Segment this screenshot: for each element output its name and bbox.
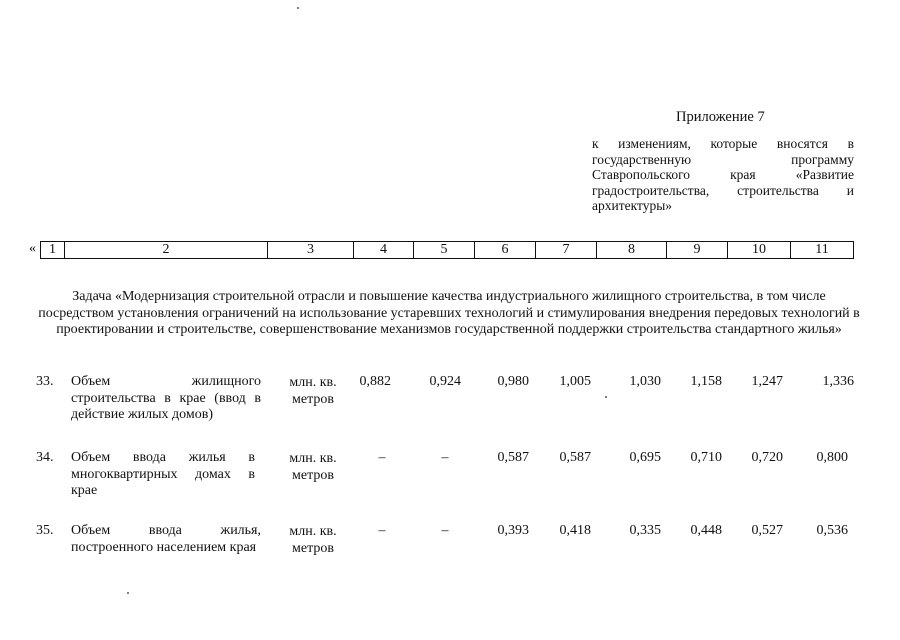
value-cell: 0,587 <box>559 450 591 465</box>
column-number: 2 <box>65 242 268 259</box>
column-number: 6 <box>475 242 536 259</box>
value-cell: 0,587 <box>497 450 529 465</box>
task-heading: Задача «Модернизация строительной отрасли и повышение качества индустриального жилищного строительства, в том числе посредством установления ограничений на использование устаревших технологий и стимулирования внедрения передовых технологий в проектировании и строительстве, совершенствование механизмов государственной поддержки строительства стандартного жилья» <box>38 289 860 337</box>
column-number: 5 <box>414 242 475 259</box>
value-cell: 1,158 <box>690 374 722 389</box>
value-cell: 1,336 <box>822 374 854 389</box>
value-cell: 0,882 <box>359 374 391 389</box>
unit-label: млн. кв. метров <box>289 375 337 407</box>
indicator-name: Объем ввода жилья, построенного населением края <box>71 523 261 555</box>
column-number-header <box>40 241 854 259</box>
value-cell: 1,005 <box>559 374 591 389</box>
row-number: 33. <box>36 374 54 389</box>
scan-speck <box>297 7 299 9</box>
value-cell: 1,247 <box>751 374 783 389</box>
value-cell: 0,980 <box>497 374 529 389</box>
unit-label: млн. кв. метров <box>289 451 337 483</box>
value-cell: 0,393 <box>497 523 529 538</box>
value-cell: – <box>441 450 449 465</box>
column-number: 1 <box>41 242 65 259</box>
value-cell: 0,536 <box>816 523 848 538</box>
unit-label: млн. кв. метров <box>289 524 337 556</box>
opening-quote: « <box>29 241 36 256</box>
value-cell: – <box>378 523 386 538</box>
value-cell: 0,448 <box>690 523 722 538</box>
column-number: 11 <box>791 242 854 259</box>
scan-speck <box>605 396 607 398</box>
value-cell: 0,527 <box>751 523 783 538</box>
indicator-name: Объем жилищного строительства в крае (ввод в действие жилых домов) <box>71 374 261 422</box>
value-cell: 0,710 <box>690 450 722 465</box>
row-number: 35. <box>36 523 54 538</box>
value-cell: 0,695 <box>629 450 661 465</box>
column-number: 10 <box>728 242 791 259</box>
column-number: 3 <box>268 242 354 259</box>
appendix-title: Приложение 7 <box>676 109 765 125</box>
column-number: 8 <box>597 242 667 259</box>
indicator-name: Объем ввода жилья в многоквартирных домах в крае <box>71 450 255 498</box>
column-number: 4 <box>354 242 414 259</box>
appendix-note: к изменениям, которые вносятся в государственную программу Ставропольского края «Развитие градостроительства, строительства и архитектуры» <box>592 136 854 213</box>
value-cell: 0,800 <box>816 450 848 465</box>
scan-speck <box>127 592 129 594</box>
column-number: 9 <box>667 242 728 259</box>
value-cell: – <box>441 523 449 538</box>
row-number: 34. <box>36 450 54 465</box>
value-cell: 0,924 <box>429 374 461 389</box>
value-cell: – <box>378 450 386 465</box>
value-cell: 0,418 <box>559 523 591 538</box>
value-cell: 0,335 <box>629 523 661 538</box>
value-cell: 1,030 <box>629 374 661 389</box>
column-number: 7 <box>536 242 597 259</box>
value-cell: 0,720 <box>751 450 783 465</box>
